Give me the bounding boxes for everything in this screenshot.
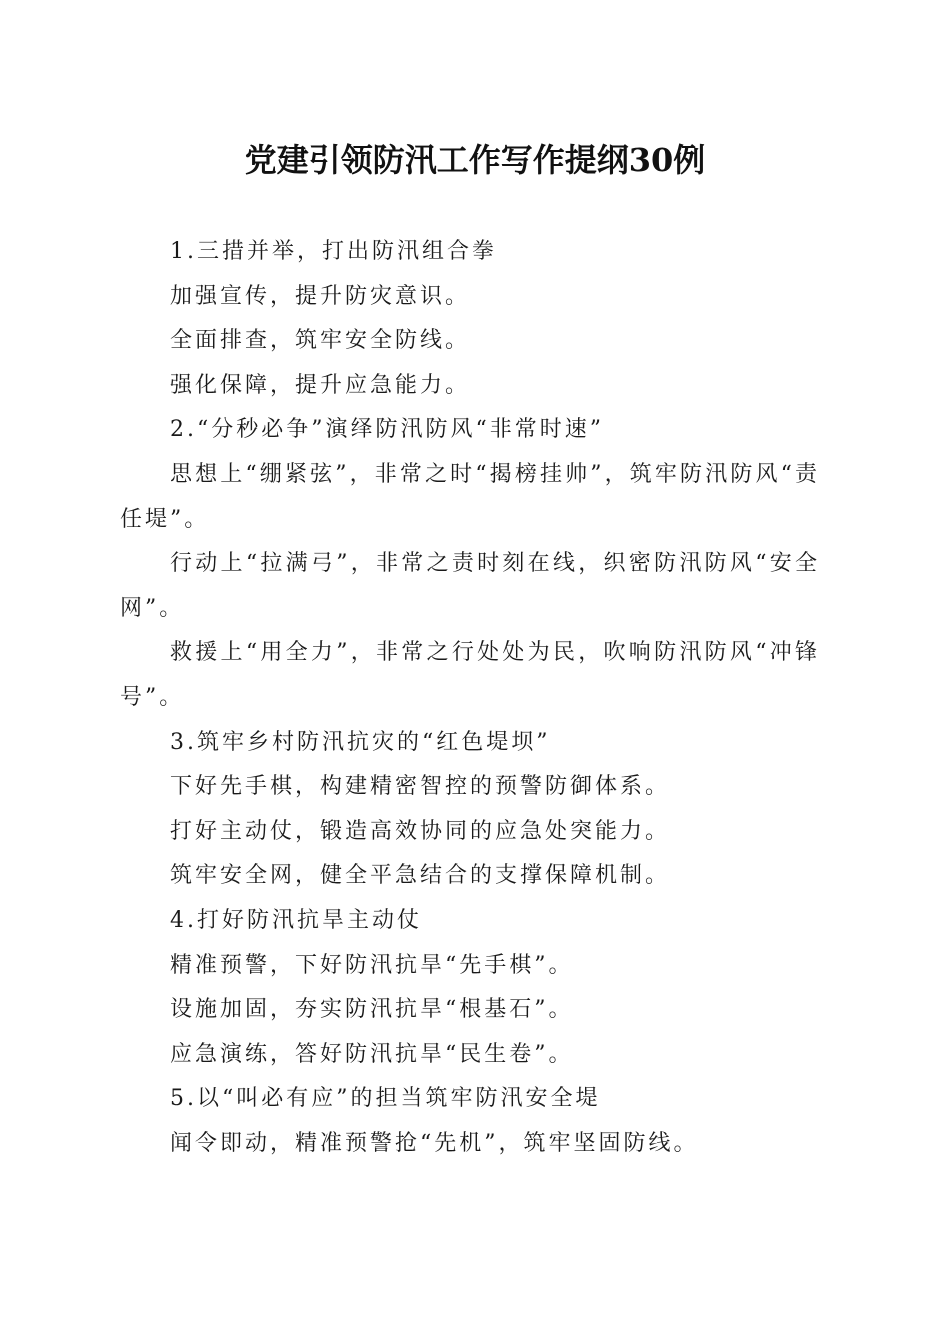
- paragraph: 加强宣传，提升防灾意识。: [170, 283, 471, 309]
- heading-item-1: 1.三措并举，打出防汛组合拳: [170, 239, 497, 264]
- paragraph: 行动上“拉满弓”，非常之责时刻在线，织密防汛防风“安全网”。: [120, 551, 820, 621]
- paragraph: 闻令即动，精准预警抢“先机”，筑牢坚固防线。: [170, 1130, 699, 1156]
- paragraph: 设施加固，夯实防汛抗旱“根基石”。: [170, 997, 574, 1023]
- heading-item-2: 2.“分秒必争”演绎防汛防风“非常时速”: [170, 417, 604, 443]
- paragraph: 应急演练，答好防汛抗旱“民生卷”。: [170, 1041, 574, 1067]
- heading-item-5: 5.以“叫必有应”的担当筑牢防汛安全堤: [170, 1086, 601, 1112]
- document-body: [120, 230, 820, 1166]
- heading-item-4: 4.打好防汛抗旱主动仗: [170, 907, 422, 933]
- paragraph: 思想上“绷紧弦”，非常之时“揭榜挂帅”，筑牢防汛防风“责任堤”。: [120, 461, 820, 532]
- paragraph: 精准预警，下好防汛抗旱“先手棋”。: [170, 952, 574, 978]
- paragraph: 筑牢安全网，健全平急结合的支撑保障机制。: [170, 863, 671, 889]
- paragraph: 救援上“用全力”，非常之行处处为民，吹响防汛防风“冲锋号”。: [120, 640, 820, 710]
- paragraph: 打好主动仗，锻造高效协同的应急处突能力。: [170, 818, 671, 844]
- paragraph: 全面排查，筑牢安全防线。: [170, 328, 471, 354]
- paragraph: 强化保障，提升应急能力。: [170, 372, 471, 398]
- paragraph: 下好先手棋，构建精密智控的预警防御体系。: [170, 774, 671, 800]
- document-title: 党建引领防汛工作写作提纲30例: [244, 141, 706, 179]
- heading-item-3: 3.筑牢乡村防汛抗灾的“红色堤坝”: [170, 729, 551, 755]
